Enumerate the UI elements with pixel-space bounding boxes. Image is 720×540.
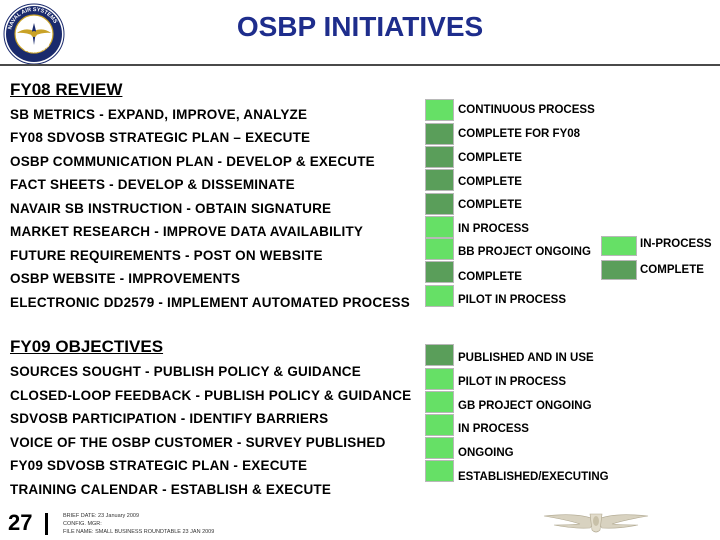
fy08-item-status: PILOT IN PROCESS bbox=[458, 294, 566, 306]
fy09-item-label: CLOSED-LOOP FEEDBACK - PUBLISH POLICY & GUIDANCE bbox=[10, 388, 412, 403]
status-indicator-box bbox=[425, 216, 454, 238]
fy09-heading: FY09 OBJECTIVES bbox=[10, 337, 164, 356]
fy08-item-status: IN PROCESS bbox=[458, 223, 529, 235]
status-indicator-box bbox=[425, 391, 454, 413]
fy08-heading: FY08 REVIEW bbox=[10, 80, 123, 99]
legend-complete-swatch bbox=[601, 260, 637, 280]
status-indicator-box bbox=[425, 414, 454, 436]
fy09-item-status: GB PROJECT ONGOING bbox=[458, 400, 592, 412]
footer-divider bbox=[45, 513, 48, 535]
svg-text:COMMAND: COMMAND bbox=[22, 42, 52, 55]
status-indicator-box bbox=[425, 123, 454, 145]
fy08-item-label: OSBP WEBSITE - IMPROVEMENTS bbox=[10, 271, 241, 286]
fy08-item-status: CONTINUOUS PROCESS bbox=[458, 104, 595, 116]
fy08-item-label: FUTURE REQUIREMENTS - POST ON WEBSITE bbox=[10, 248, 323, 263]
fy08-item-status: COMPLETE bbox=[458, 176, 522, 188]
fy08-item-status: BB PROJECT ONGOING bbox=[458, 246, 591, 258]
fy09-item-status: ESTABLISHED/EXECUTING bbox=[458, 471, 609, 483]
fy09-item-label: SOURCES SOUGHT - PUBLISH POLICY & GUIDANCE bbox=[10, 364, 361, 379]
legend-in-process-label: IN-PROCESS bbox=[640, 238, 712, 250]
status-indicator-box bbox=[425, 460, 454, 482]
status-indicator-box bbox=[425, 146, 454, 168]
fy09-item-label: TRAINING CALENDAR - ESTABLISH & EXECUTE bbox=[10, 482, 332, 497]
fy09-item-label: VOICE OF THE OSBP CUSTOMER - SURVEY PUBLISHED bbox=[10, 435, 386, 450]
status-indicator-box bbox=[425, 99, 454, 121]
fy08-item-label: OSBP COMMUNICATION PLAN - DEVELOP & EXECUTE bbox=[10, 154, 375, 169]
status-indicator-box bbox=[425, 193, 454, 215]
fy09-item-label: FY09 SDVOSB STRATEGIC PLAN - EXECUTE bbox=[10, 458, 308, 473]
status-indicator-box bbox=[425, 261, 454, 283]
legend-in-process-swatch bbox=[601, 236, 637, 256]
file-name: FILE NAME: SMALL BUSINESS ROUNDTABLE 23 JAN 2009 bbox=[63, 529, 215, 535]
page-number: 27 bbox=[8, 510, 33, 535]
svg-text:NAVAL AIR SYSTEMS: NAVAL AIR SYSTEMS bbox=[7, 6, 59, 31]
fy08-item-label: NAVAIR SB INSTRUCTION - OBTAIN SIGNATURE bbox=[10, 201, 332, 216]
legend-complete-label: COMPLETE bbox=[640, 264, 704, 276]
fy08-item-label: FACT SHEETS - DEVELOP & DISSEMINATE bbox=[10, 177, 295, 192]
status-indicator-box bbox=[425, 169, 454, 191]
status-indicator-box bbox=[425, 344, 454, 366]
status-indicator-box bbox=[425, 238, 454, 260]
naval-aviator-wings-icon bbox=[540, 506, 652, 538]
brief-date: BRIEF DATE: 23 January 2009 bbox=[63, 513, 140, 519]
fy08-item-label: ELECTRONIC DD2579 - IMPLEMENT AUTOMATED PROCESS bbox=[10, 295, 410, 310]
fy08-item-status: COMPLETE bbox=[458, 152, 522, 164]
status-indicator-box bbox=[425, 437, 454, 459]
fy09-item-status: ONGOING bbox=[458, 447, 514, 459]
status-indicator-box bbox=[425, 285, 454, 307]
fy09-item-status: IN PROCESS bbox=[458, 423, 529, 435]
fy09-item-status: PILOT IN PROCESS bbox=[458, 376, 566, 388]
config-manager: CONFIG. MGR: bbox=[63, 521, 102, 527]
fy08-item-status: COMPLETE FOR FY08 bbox=[458, 128, 581, 140]
page-title: OSBP INITIATIVES bbox=[236, 11, 484, 42]
title-divider bbox=[0, 64, 720, 66]
fy08-item-status: COMPLETE bbox=[458, 199, 522, 211]
fy08-item-label: SB METRICS - EXPAND, IMPROVE, ANALYZE bbox=[10, 107, 308, 122]
fy08-item-label: MARKET RESEARCH - IMPROVE DATA AVAILABILITY bbox=[10, 224, 364, 239]
status-indicator-box bbox=[425, 368, 454, 390]
fy08-item-status: COMPLETE bbox=[458, 271, 522, 283]
fy09-item-status: PUBLISHED AND IN USE bbox=[458, 352, 594, 364]
fy08-item-label: FY08 SDVOSB STRATEGIC PLAN – EXECUTE bbox=[10, 130, 311, 145]
fy09-item-label: SDVOSB PARTICIPATION - IDENTIFY BARRIERS bbox=[10, 411, 329, 426]
